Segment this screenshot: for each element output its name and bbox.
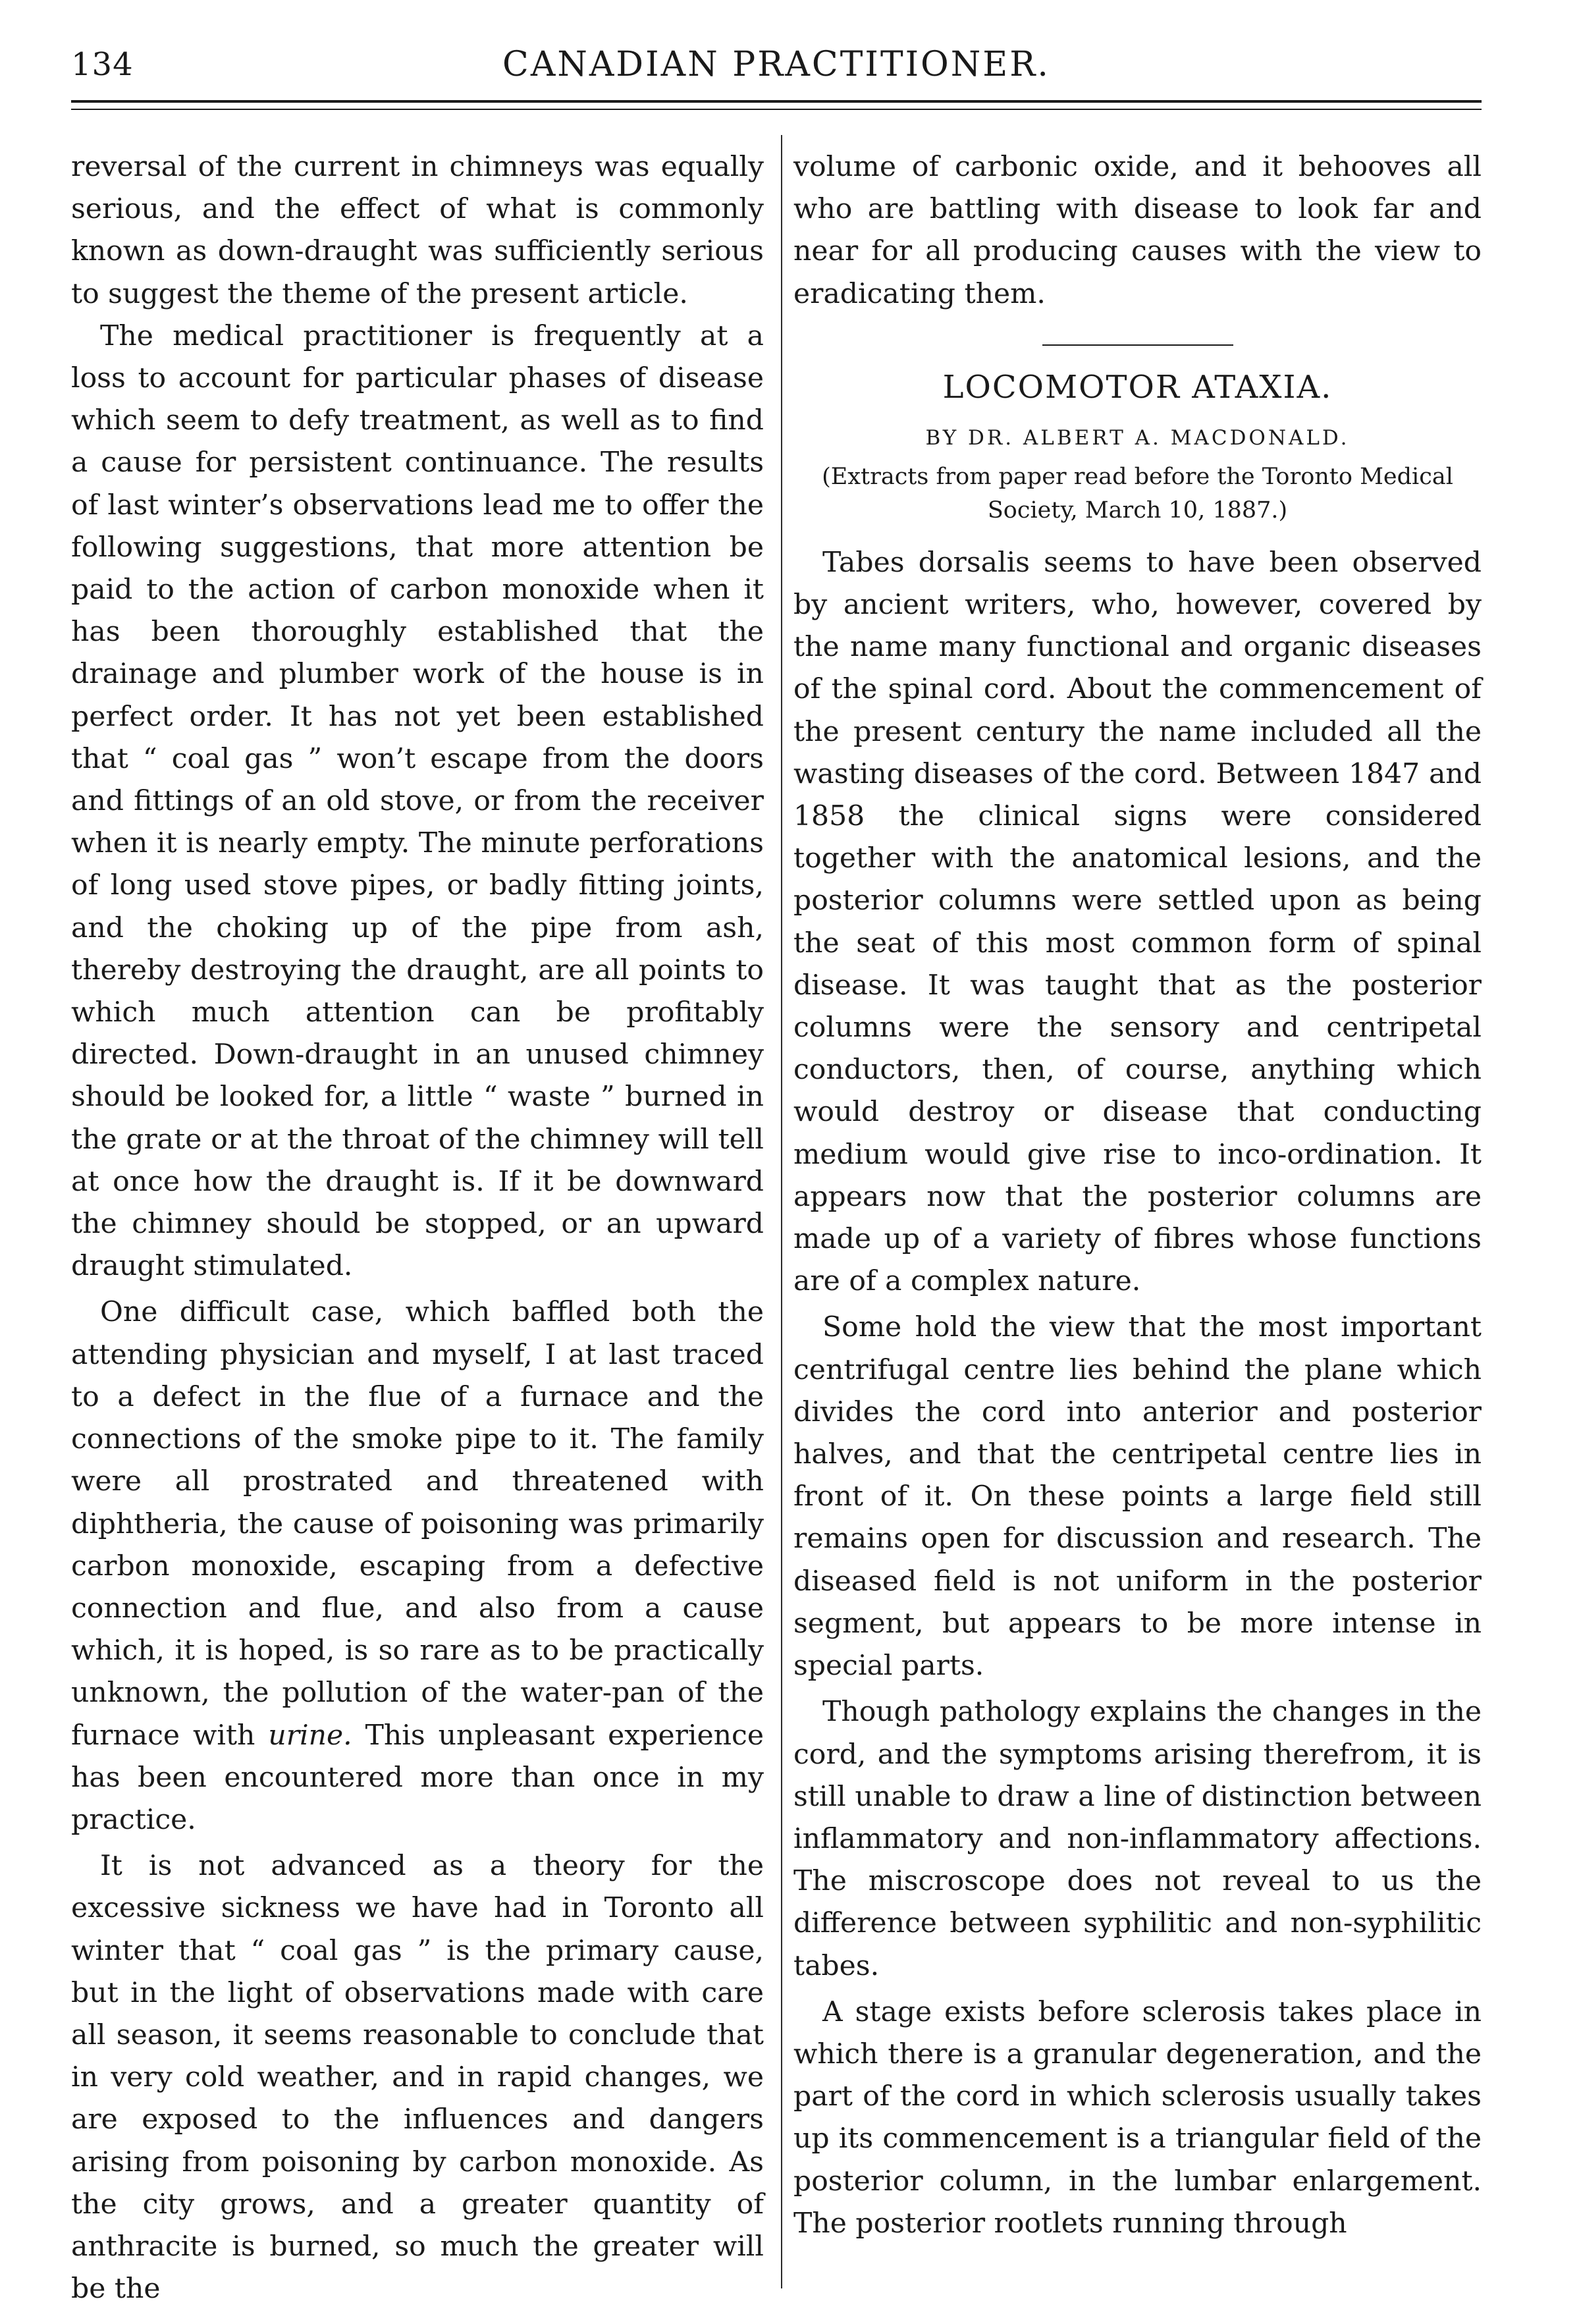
article-separator-rule: [1042, 344, 1233, 346]
left-paragraph-3: [71, 1291, 764, 1841]
header-rule-thin: [71, 109, 1482, 110]
running-title: CANADIAN PRACTITIONER.: [502, 45, 1050, 84]
article-title: LOCOMOTOR ATAXIA.: [942, 368, 1333, 406]
right-paragraph-5: A stage exists before sclerosis takes place in which there is a granular degeneration, and the part of the cord in which sclerosis usually takes up its commencement is a triangular field of the posterior column, in the lumbar enlargement. The posterior rootlets running through: [793, 1995, 1482, 2240]
left-paragraph-1: reversal of the current in chimneys was equally serious, and the effect of what is commonly known as down-draught was sufficiently serious to suggest the theme of the present article.: [71, 151, 764, 310]
article-byline: BY DR. ALBERT A. MACDONALD.: [925, 425, 1350, 450]
right-paragraph-2: Tabes dorsalis seems to have been observed by ancient writers, who, however, covered by the name many functional and organic diseases of the spinal cord. About the commencement of the present century the name included all the wasting diseases of the cord. Between 1847 and 1858 the clinical signs were considered together with the anatomical lesions, and the posterior columns were settled upon as being the seat of this most common form of spinal disease. It was taught that as the posterior columns were the sensory and centripetal conductors, then, of course, anything which would destroy or disease that conducting medium would give rise to inco-ordination. It appears now that the posterior columns are made up of a variety of fibres whose functions are of a complex nature.: [793, 546, 1482, 1298]
page-header: [71, 40, 1482, 99]
right-paragraph-4: Though pathology explains the changes in the cord, and the symptoms arising therefrom, it is still unable to draw a line of distinction between inflammatory and non-inflammatory affections. The miscroscope does not reveal to us the difference between syphilitic and non-syphilitic tabes.: [793, 1696, 1482, 1982]
page-number: 134: [71, 46, 134, 83]
left-paragraph-3-text-b: This unpleasant experience has been encountered more than once in my practice.: [71, 1719, 764, 1836]
left-paragraph-2: The medical practitioner is frequently at a loss to account for particular phases of disease which seem to defy treatment, as well as to find a cause for persistent continuance. The results of last winter’s observations lead me to offer the following suggestions, that more attention be paid to the action of carbon monoxide when it has been thoroughly established that the drainage and plumber work of the house is in perfect order. It has not yet been established that “ coal gas ” won’t escape from the doors and fittings of an old stove, or from the receiver when it is nearly empty. The minute perforations of long used stove pipes, or badly fitting joints, and the choking up of the pipe from ash, thereby destroying the draught, are all points to which much attention can be profitably directed. Down-draught in an unused chimney should be looked for, a little “ waste ” burned in the grate or at the throat of the chimney will tell at once how the draught is. If it be downward the chimney should be stopped, or an upward draught stimulated.: [71, 319, 764, 1283]
left-column: [71, 146, 764, 2310]
header-rule-thick: [71, 100, 1482, 103]
left-paragraph-3-text-a: One difficult case, which baffled both the attending physician and myself, I at last traced to a defect in the flue of a furnace and the connections of the smoke pipe to it. The family were all prostrated and threatened with diphtheria, the cause of poisoning was primarily carbon monoxide, escaping from a defective connection and flue, and also from a cause which, it is hoped, is so rare as to be practically unknown, the pollution of the water-pan of the furnace with: [71, 1296, 764, 1752]
right-paragraph-3: Some hold the view that the most important centrifugal centre lies behind the plane which divides the cord into anterior and posterior halves, and that the centripetal centre lies in front of it. On these points a large field still remains open for discussion and research. The diseased field is not uniform in the posterior segment, but appears to be more intense in special parts.: [793, 1311, 1482, 1683]
article-note: (Extracts from paper read before the Toronto Medical Society, March 10, 1887.): [822, 463, 1453, 524]
left-paragraph-3-italic: urine.: [268, 1719, 352, 1752]
right-paragraph-1: volume of carbonic oxide, and it behooves all who are battling with disease to look far and near for all producing causes with the view to eradicating them.: [793, 151, 1482, 310]
left-paragraph-4: It is not advanced as a theory for the excessive sickness we have had in Toronto all winter that “ coal gas ” is the primary cause, but in the light of observations made with care all season, it seems reasonable to conclude that in very cold weather, and in rapid changes, we are exposed to the influences and dangers arising from poisoning by carbon monoxide. As the city grows, and a greater quantity of anthracite is burned, so much the greater will be the: [71, 1850, 764, 2306]
right-column: [793, 146, 1482, 2245]
column-divider: [781, 135, 782, 2288]
